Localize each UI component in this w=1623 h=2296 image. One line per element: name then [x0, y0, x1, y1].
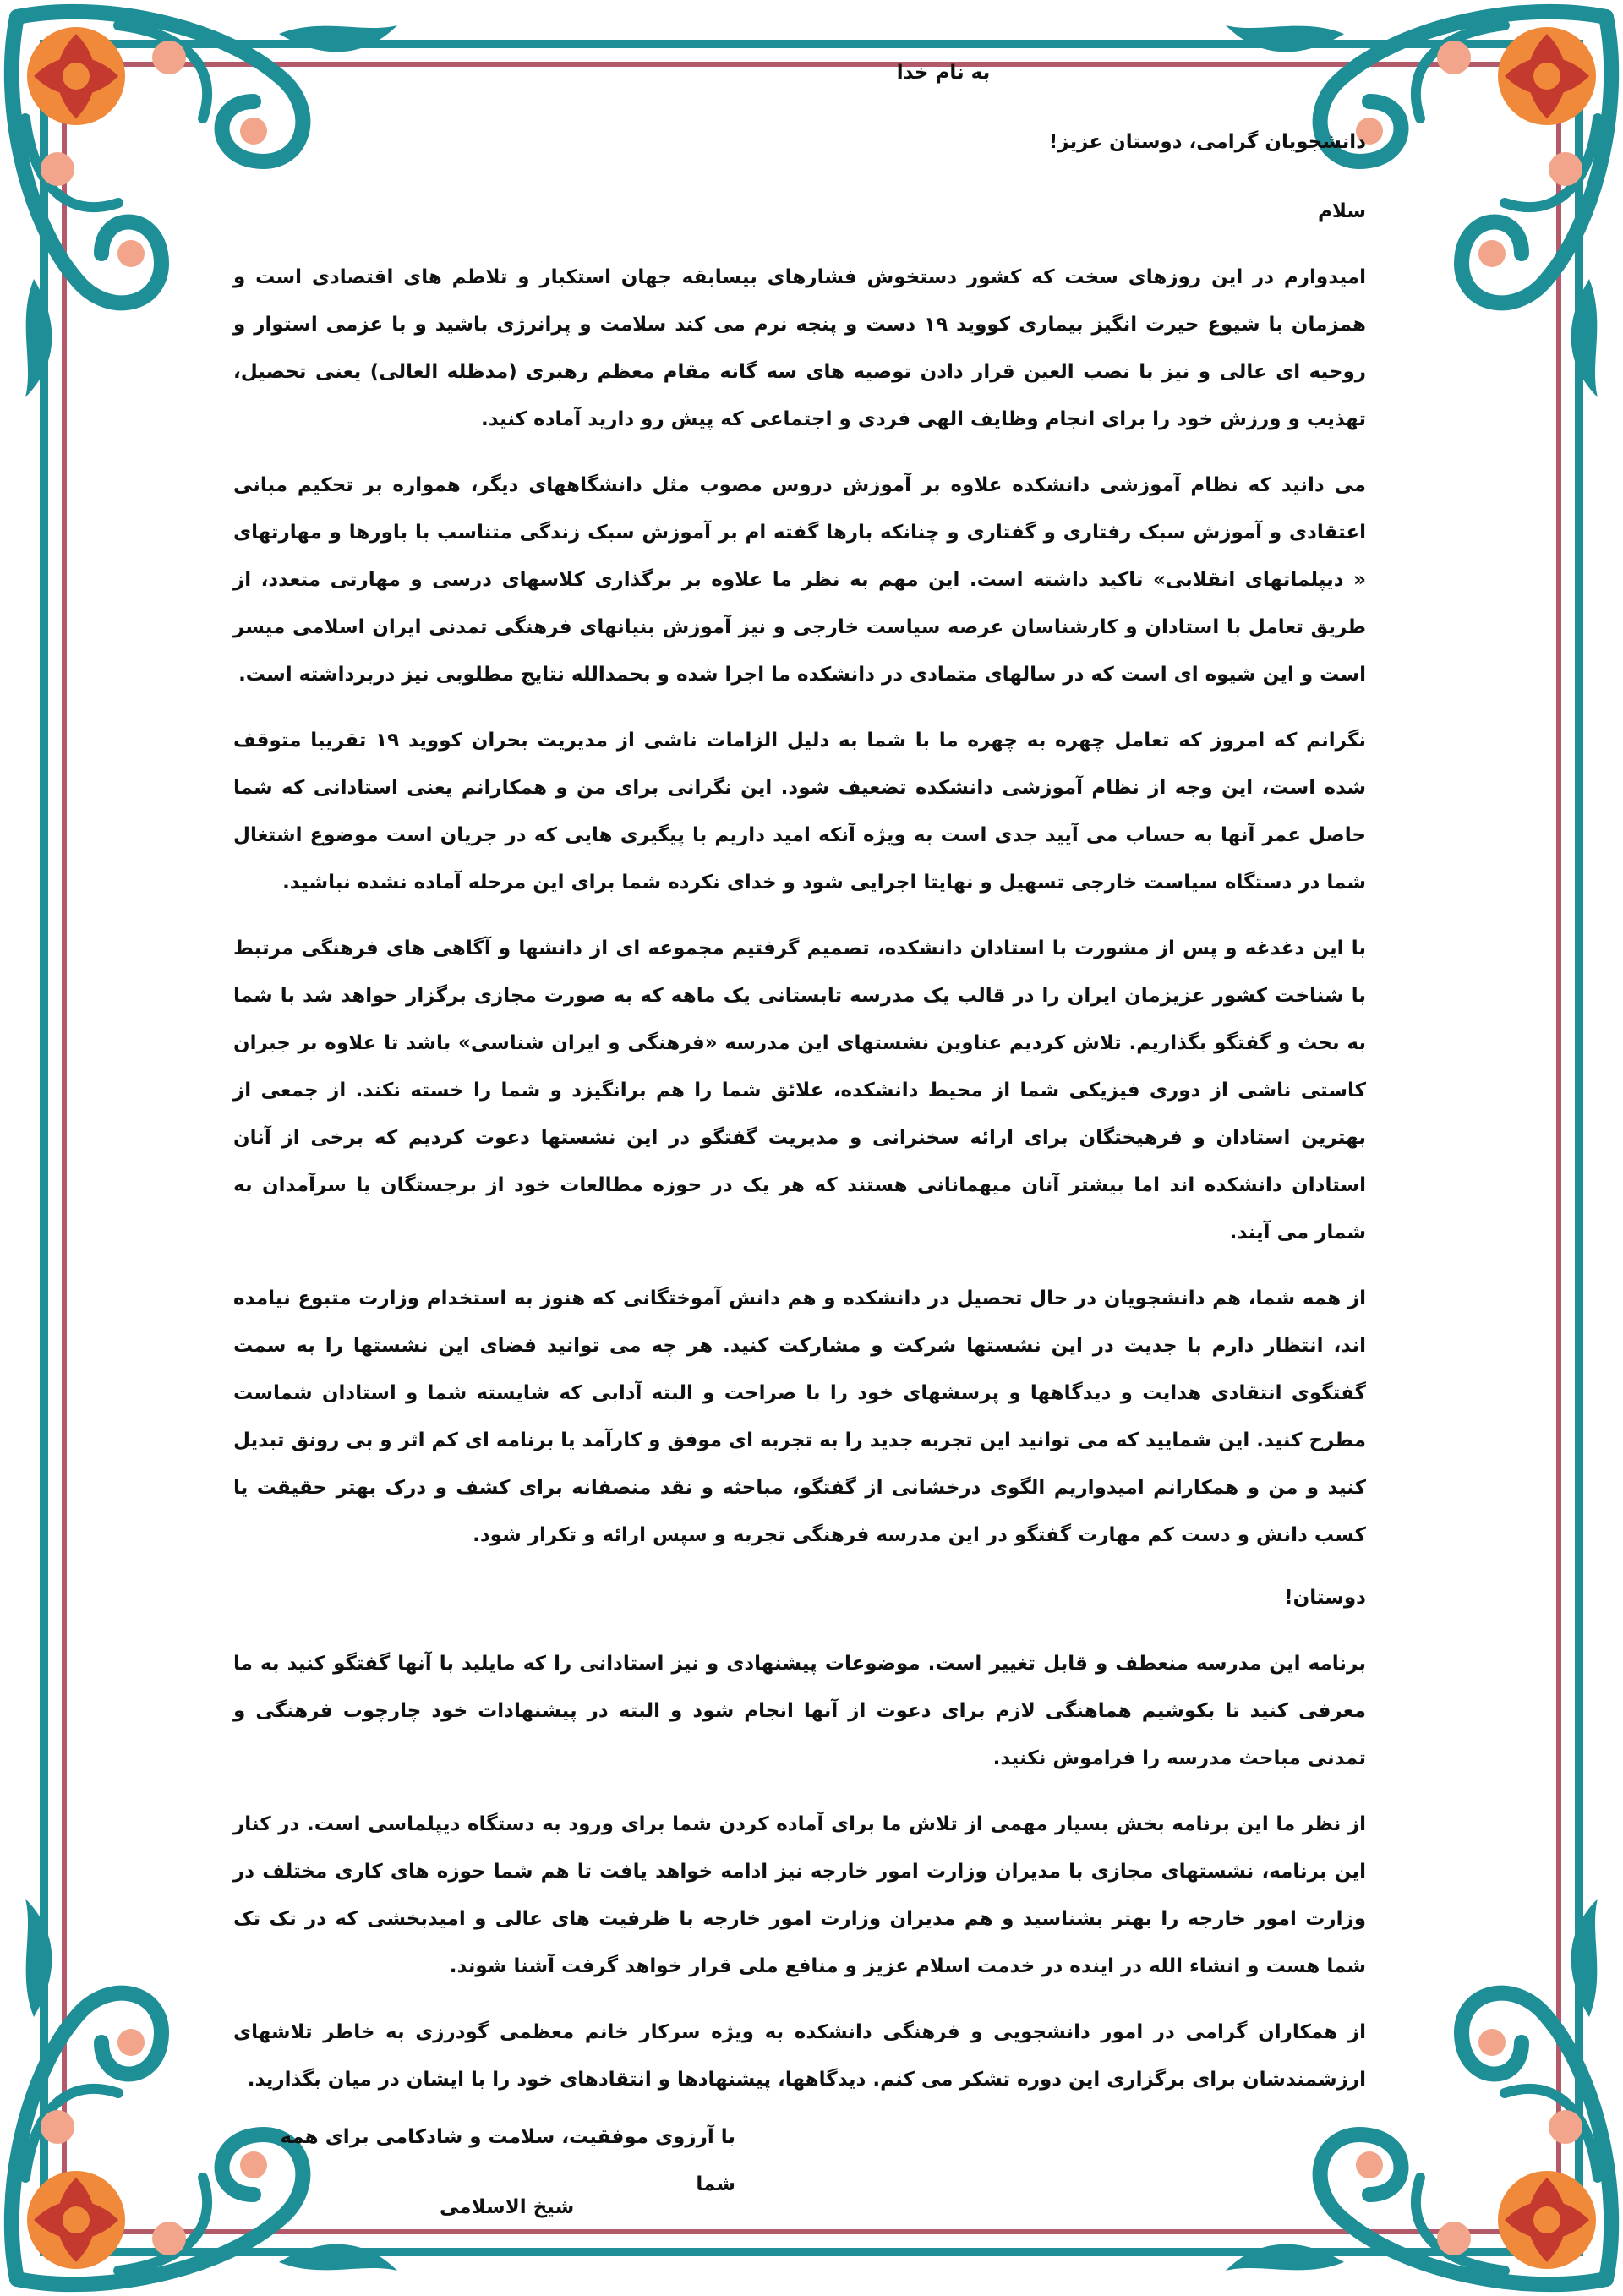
flower-center [63, 2206, 90, 2233]
peach-bud [1549, 2110, 1582, 2144]
paragraph: نگرانم که امروز که تعامل چهره به چهره ما با شما به دلیل الزامات ناشی از مدیریت بحران کووید ۱۹ تقریبا متوقف شده است، این وجه از نظام آموزشی دانشکده تضعیف شود. این نگرانی برای من و همکارانم یعنی استادانی که شما حاصل عمر آنها به حساب می آیید جدی است به ویژه آنکه امید داریم با پیگیری هایی که در جریان است موضوع اشتغال شما در دستگاه سیاست خارجی تسهیل و نهایتا اجرایی شود و خدای نکرده شما برای این مرحله آماده نشده نباشید. [233, 730, 1366, 894]
letter-title: به نام خدا [896, 62, 991, 84]
peach-bud [117, 2029, 145, 2056]
sub-salutation: دوستان! [1284, 1587, 1366, 1609]
signature: شیخ الاسلامی [440, 2196, 575, 2218]
flower-center [1533, 63, 1560, 90]
paragraph: می دانید که نظام آموزشی دانشکده علاوه بر آموزش دروس مصوب مثل دانشگاههای دیگر، همواره بر تحکیم مبانی اعتقادی و آموزش سبک رفتاری و گفتاری و چنانکه بارها گفته ام بر آموزش سبک زندگی متناسب با باورها و مهارتهای « دیپلماتهای انقلابی» تاکید داشته است. این مهم به نظر ما علاوه بر برگذاری کلاسهای درسی و مهارتی متعدد، از طریق تعامل با استادان و کارشناسان عرصه سیاست خارجی و نیز آموزش بنیانهای فرهنگی تمدنی ایران اسلامی میسر است و این شیوه ای است که در سالهای متمادی در دانشکده ما اجرا شده و بحمدالله نتایج مطلوبی نیز دربرداشته است. [233, 474, 1366, 686]
paragraph: از همکاران گرامی در امور دانشجویی و فرهنگی دانشکده به ویژه سرکار خانم معظمی گودرزی به خاطر تلاشهای ارزشمندشان برای برگزاری این دوره تشکر می کنم. دیدگاهها، پیشنهادها و انتقادهای خود را با ایشان در میان بگذارید. [233, 2021, 1366, 2091]
paragraph: برنامه این مدرسه منعطف و قابل تغییر است. موضوعات پیشنهادی و نیز استادانی را که مایلید با آنها گفتگو کنید به ما معرفی کنید تا بکوشیم هماهنگی لازم برای دعوت از آنها انجام شود و البته در پیشنهادات خود چارچوب فرهنگی و تمدنی مباحث مدرسه را فراموش نکنید. [233, 1653, 1366, 1769]
peach-bud [1478, 240, 1506, 267]
peach-bud [1478, 2029, 1506, 2056]
closing-line: با آرزوی موفقیت، سلامت و شادکامی برای همه شما [280, 2126, 735, 2195]
peach-bud [1437, 2222, 1471, 2255]
peach-bud [41, 152, 74, 186]
peach-bud [41, 2110, 74, 2144]
paragraph: امیدوارم در این روزهای سخت که کشور دستخوش فشارهای بیسابقه جهان استکبار و تلاطم های اقتصادی است و همزمان با شیوع حیرت انگیز بیماری کووید ۱۹ دست و پنجه نرم می کند سلامت و پرانرژی باشید و با عزمی استوار و روحیه ای عالی و نیز با نصب العین قرار دادن توصیه های سه گانه مقام معظم رهبری (مدظله العالی) یعنی تحصیل، تهذیب و ورزش خود را برای انجام وظایف الهی فردی و اجتماعی که پیش رو دارید آماده کنید. [233, 266, 1366, 430]
paragraph: از همه شما، هم دانشجویان در حال تحصیل در دانشکده و هم دانش آموختگانی که هنوز به استخدام وزارت متبوع نیامده اند، انتظار دارم با جدیت در این نشستها شرکت و مشارکت کنید. هر چه می توانید فضای این نشستها را به سمت گفتگوی انتقادی هدایت و دیدگاهها و پرسشهای خود را با صراحت و البته آدابی که شایسته شما و استادان شماست مطرح کنید. این شمایید که می توانید این تجربه جدید را به تجربه ای موفق و کارآمد یا برنامه ای کم اثر و بی رونق تبدیل کنید و من و همکارانم امیدواریم الگوی درخشانی از گفتگو، مباحثه و نقد منصفانه برای کشف و درک بهتر حقیقت یا کسب دانش و دست کم مهارت گفتگو در این مدرسه فرهنگی تجربه و سپس ارائه و تکرار شود. [233, 1287, 1366, 1546]
peach-bud [1437, 41, 1471, 74]
peach-bud [117, 240, 145, 267]
paragraph: با این دغدغه و پس از مشورت با استادان دانشکده، تصمیم گرفتیم مجموعه ای از دانشها و آگاهی های فرهنگی مرتبط با شناخت کشور عزیزمان ایران را در قالب یک مدرسه تابستانی یک ماهه که به صورت مجازی برگزار خواهد شد با شما به بحث و گفتگو بگذاریم. تلاش کردیم عناوین نشستهای این مدرسه «فرهنگی و ایران شناسی» باشد تا علاوه بر جبران کاستی ناشی از دوری فیزیکی شما از محیط دانشکده، علائق شما را هم برانگیزد و شما را خسته نکند. از جمعی از بهترین استادان و فرهیختگان برای ارائه سخنرانی و مدیریت گفتگو در این نشستها دعوت کردیم که برخی از آنان استادان دانشکده اند اما بیشتر آنان میهمانانی هستند که هر یک در حوزه مطالعات خود از برجستگان یا سرآمدان به شمار می آیند. [233, 938, 1366, 1244]
flower-center [63, 63, 90, 90]
peach-bud [152, 2222, 186, 2255]
letter-body [233, 49, 1366, 2213]
peach-bud [152, 41, 186, 74]
peach-bud [1549, 152, 1582, 186]
flower-center [1533, 2206, 1560, 2233]
greeting: سلام [1318, 200, 1366, 222]
paragraph: از نظر ما این برنامه بخش بسیار مهمی از تلاش ما برای آماده کردن شما برای ورود به دستگاه دیپلماسی است. در کنار این برنامه، نشستهای مجازی با مدیران وزارت امور خارجه نیز ادامه خواهد یافت تا هم شما حوزه های کاری مختلف در وزارت امور خارجه را بهتر بشناسید و هم مدیران وزارت امور خارجه با ظرفیت های عالی و امیدبخشی که در تک تک شما هست و انشاء الله در اینده در خدمت اسلام عزیز و منافع ملی قرار خواهد گرفت آشنا شوند. [233, 1813, 1366, 1977]
salutation: دانشجویان گرامی، دوستان عزیز! [1048, 131, 1366, 153]
